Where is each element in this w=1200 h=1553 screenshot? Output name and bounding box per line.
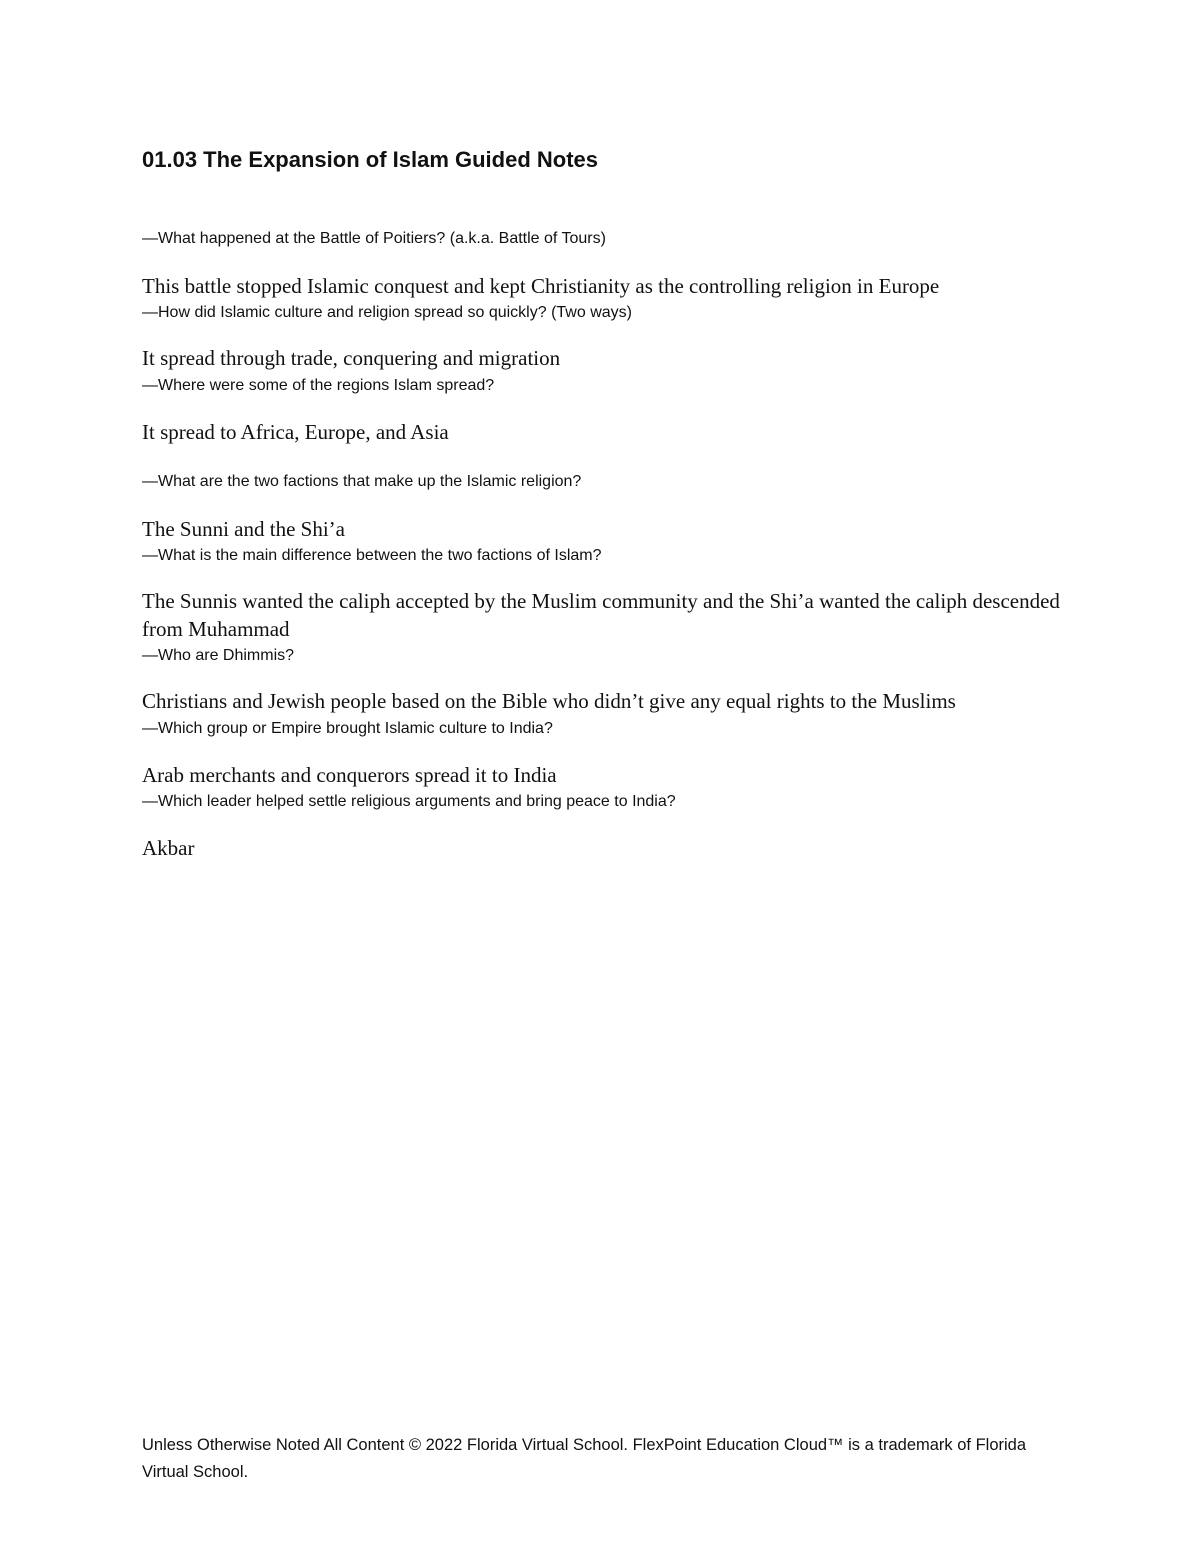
- answer-6: Christians and Jewish people based on the Bible who didn’t give any equal rights to the Muslims: [142, 689, 956, 713]
- question-8: —Which leader helped settle religious arguments and bring peace to India?: [142, 793, 676, 810]
- answer-2: It spread through trade, conquering and migration: [142, 346, 561, 370]
- document-title: 01.03 The Expansion of Islam Guided Notes: [142, 147, 599, 172]
- answer-5: The Sunnis wanted the caliph accepted by the Muslim community and the Shi’a wanted the caliph descended from Muhammad: [142, 589, 1060, 641]
- question-2: —How did Islamic culture and religion spread so quickly? (Two ways): [142, 304, 632, 321]
- answer-3: It spread to Africa, Europe, and Asia: [142, 420, 449, 444]
- answer-1: This battle stopped Islamic conquest and kept Christianity as the controlling religion in Europe: [142, 274, 940, 298]
- question-4: —What are the two factions that make up the Islamic religion?: [142, 473, 582, 490]
- question-1: —What happened at the Battle of Poitiers? (a.k.a. Battle of Tours): [142, 230, 606, 247]
- question-3: —Where were some of the regions Islam spread?: [142, 377, 495, 394]
- question-5: —What is the main difference between the two factions of Islam?: [142, 547, 602, 564]
- answer-4: The Sunni and the Shi’a: [142, 517, 345, 541]
- question-7: —Which group or Empire brought Islamic culture to India?: [142, 720, 553, 737]
- answer-7: Arab merchants and conquerors spread it to India: [142, 763, 557, 787]
- question-6: —Who are Dhimmis?: [142, 647, 295, 664]
- copyright-footer: Unless Otherwise Noted All Content © 2022 Florida Virtual School. FlexPoint Education Cloud™ is a trademark of Florida Virtual School.: [142, 1436, 1027, 1481]
- answer-8: Akbar: [142, 836, 195, 860]
